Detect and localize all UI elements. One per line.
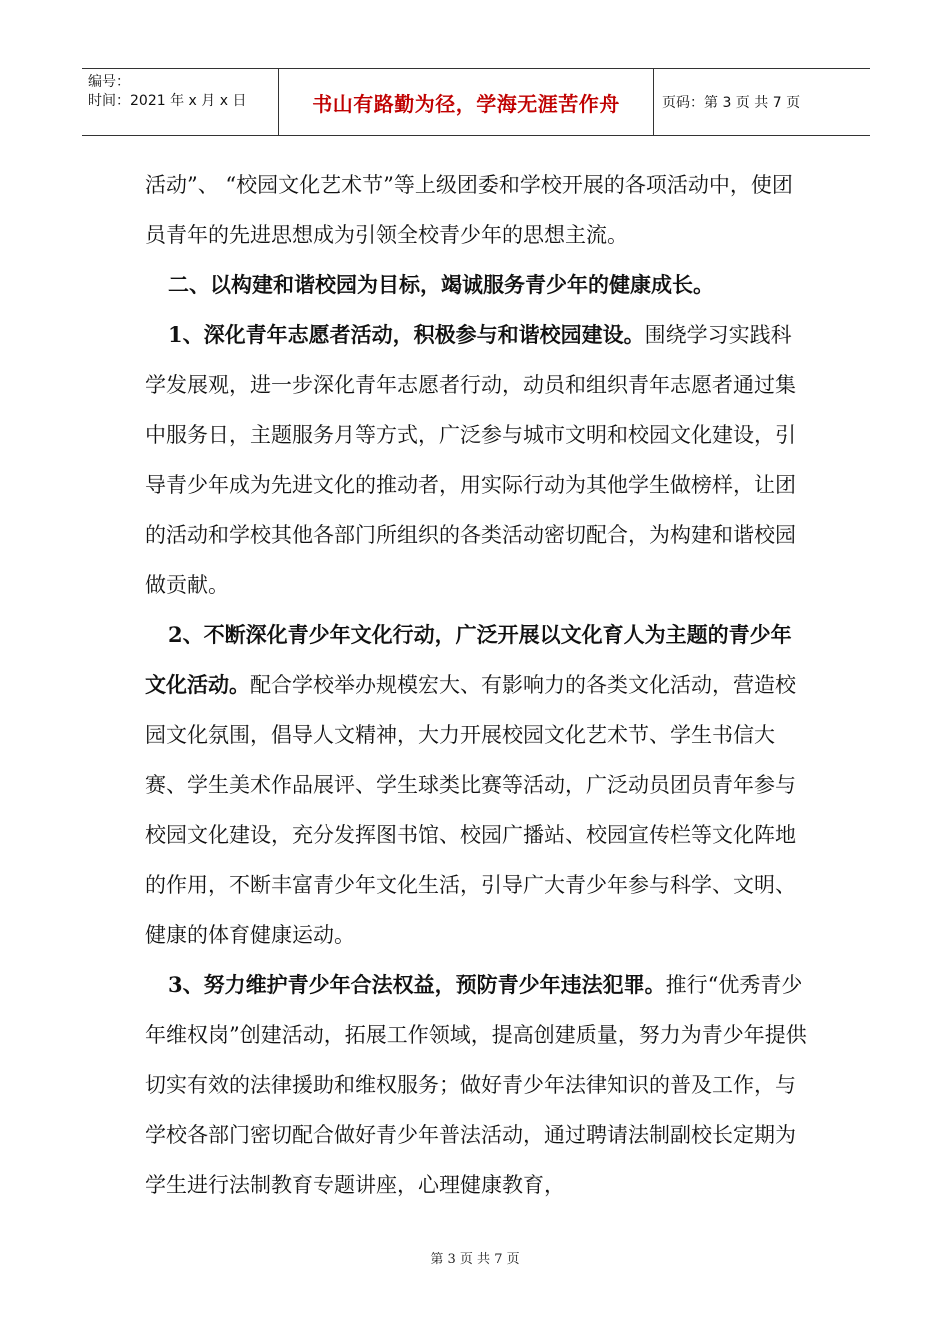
header-motto: 书山有路勤为径，学海无涯苦作舟 (279, 69, 654, 135)
section-1-title: 1、深化青年志愿者活动，积极参与和谐校园建设。 (168, 322, 645, 347)
section-3-paragraph (145, 960, 807, 1210)
page-footer: 第 3 页 共 7 页 (430, 1252, 520, 1267)
section-2-text: 配合学校举办规模宏大、有影响力的各类文化活动，营造校园文化氛围，倡导人文精神，大力开展校园文化艺术节、学生书信大赛、学生美术作品展评、学生球类比赛等活动，广泛动员团员青年参与校园文化建设，充分发挥图书馆、校园广播站、校园宣传栏等文化阵地的作用，不断丰富青少年文化生活，引导广大青少年参与科学、文明、健康的体育健康运动。 (145, 673, 796, 947)
header-page-info: 页码：第 3 页 共 7 页 (662, 95, 801, 111)
paragraph-continuation: 活动”、 “校园文化艺术节”等上级团委和学校开展的各项活动中，使团员青年的先进思想成为引领全校青少年的思想主流。 (145, 173, 793, 247)
section-3-text: 推行“优秀青少年维权岗”创建活动，拓展工作领域，提高创建质量，努力为青少年提供切实有效的法律援助和维权服务；做好青少年法律知识的普及工作，与学校各部门密切配合做好青少年普法活动，通过聘请法制副校长定期为学生进行法制教育专题讲座，心理健康教育， (145, 973, 807, 1197)
section-2-title: 2、不断深化青少年文化行动，广泛开展以文化育人为主题的青少年文化活动。 (145, 622, 792, 697)
date-label: 时间：2021 年 x 月 x 日 (88, 93, 247, 109)
section-1-text: 围绕学习实践科学发展观，进一步深化青年志愿者行动，动员和组织青年志愿者通过集中服务日，主题服务月等方式，广泛参与城市文明和校园文化建设，引导青少年成为先进文化的推动者，用实际行动为其他学生做榜样，让团的活动和学校其他各部门所组织的各类活动密切配合，为构建和谐校园做贡献。 (145, 323, 796, 597)
section-heading-2: 二、以构建和谐校园为目标，竭诚服务青少年的健康成长。 (168, 272, 714, 297)
document-body (145, 160, 807, 1210)
number-label: 编号： (88, 74, 130, 90)
section-2-paragraph (145, 610, 807, 960)
document-header (82, 68, 870, 136)
header-meta-cell (82, 69, 279, 135)
section-3-title: 3、努力维护青少年合法权益，预防青少年违法犯罪。 (168, 972, 666, 997)
section-1-paragraph (145, 310, 807, 610)
